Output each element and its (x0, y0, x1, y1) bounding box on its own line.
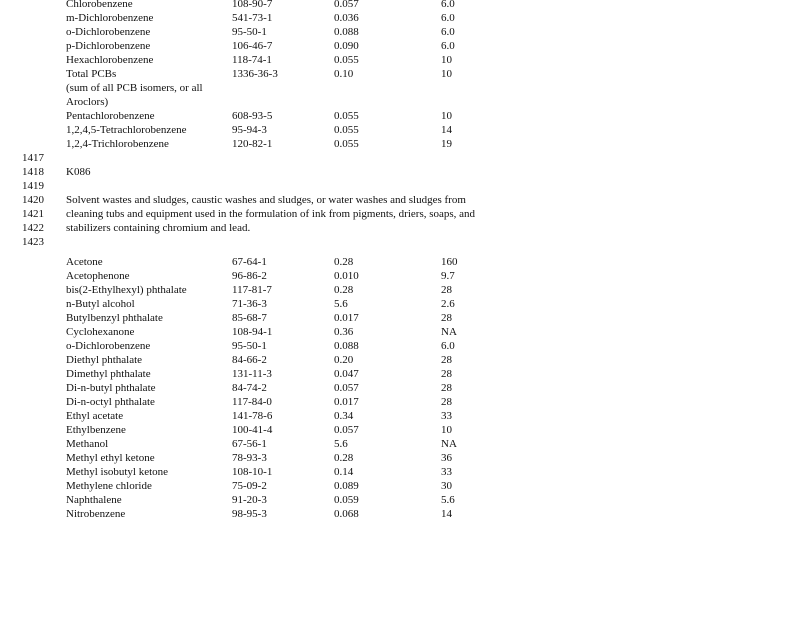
table-row (0, 465, 800, 479)
cas-number: 108-94-1 (232, 326, 273, 338)
nonwastewater-value: 10 (441, 54, 452, 66)
nonwastewater-value: NA (441, 326, 457, 338)
wastewater-value: 0.057 (334, 382, 359, 394)
nonwastewater-value: 14 (441, 508, 452, 520)
cas-number: 75-09-2 (232, 480, 267, 492)
cas-number: 117-81-7 (232, 284, 272, 296)
constituent-name: Pentachlorobenzene (66, 110, 155, 122)
table-row (0, 25, 800, 39)
nonwastewater-value: 28 (441, 354, 452, 366)
nonwastewater-value: 10 (441, 424, 452, 436)
table-row (0, 283, 800, 297)
nonwastewater-value: 28 (441, 396, 452, 408)
table-row (0, 67, 800, 81)
constituent-name: bis(2-Ethylhexyl) phthalate (66, 284, 187, 296)
table-row (0, 339, 800, 353)
constituent-name: Methanol (66, 438, 109, 450)
table-row (0, 507, 800, 521)
wastewater-value: 0.010 (334, 270, 359, 282)
cas-number: 118-74-1 (232, 54, 272, 66)
nonwastewater-value: 28 (441, 284, 452, 296)
table-row (0, 95, 800, 109)
table-row (0, 0, 800, 11)
constituent-name: Acetophenone (66, 270, 130, 282)
wastewater-value: 0.10 (334, 68, 354, 80)
table-row (0, 39, 800, 53)
wastewater-value: 0.068 (334, 508, 359, 520)
cas-number: 120-82-1 (232, 138, 273, 150)
wastewater-value: 0.055 (334, 138, 359, 150)
wastewater-value: 0.34 (334, 410, 354, 422)
cas-number: 84-66-2 (232, 354, 267, 366)
cas-number: 84-74-2 (232, 382, 267, 394)
numbered-line (0, 193, 800, 207)
cas-number: 131-11-3 (232, 368, 272, 380)
wastewater-value: 0.047 (334, 368, 359, 380)
constituent-name: 1,2,4,5-Tetrachlorobenzene (66, 124, 187, 136)
table-row (0, 297, 800, 311)
wastewater-value: 0.20 (334, 354, 354, 366)
cas-number: 100-41-4 (232, 424, 273, 436)
constituent-name: Ethylbenzene (66, 424, 126, 436)
cas-number: 541-73-1 (232, 12, 273, 24)
line-number: 1422 (22, 222, 44, 234)
nonwastewater-value: 19 (441, 138, 452, 150)
wastewater-value: 0.055 (334, 110, 359, 122)
constituent-name: Nitrobenzene (66, 508, 126, 520)
numbered-line (0, 151, 800, 165)
nonwastewater-value: 6.0 (441, 340, 455, 352)
table-row (0, 311, 800, 325)
constituent-name: Acetone (66, 256, 103, 268)
nonwastewater-value: 28 (441, 368, 452, 380)
constituent-name: n-Butyl alcohol (66, 298, 135, 310)
nonwastewater-value: 6.0 (441, 26, 455, 38)
table-row (0, 409, 800, 423)
nonwastewater-value: NA (441, 438, 457, 450)
constituent-name: Diethyl phthalate (66, 354, 143, 366)
table-row (0, 255, 800, 269)
cas-number: 71-36-3 (232, 298, 267, 310)
cas-number: 67-64-1 (232, 256, 267, 268)
constituent-name: 1,2,4-Trichlorobenzene (66, 138, 169, 150)
table-row (0, 367, 800, 381)
cas-number: 67-56-1 (232, 438, 267, 450)
wastewater-value: 0.017 (334, 312, 359, 324)
nonwastewater-value: 5.6 (441, 494, 455, 506)
wastewater-value: 0.088 (334, 340, 359, 352)
line-number: 1420 (22, 194, 44, 206)
nonwastewater-value: 33 (441, 466, 452, 478)
cas-number: 95-94-3 (232, 124, 267, 136)
description-line: cleaning tubs and equipment used in the formulation of ink from pigments, driers, soaps, and (66, 208, 476, 220)
wastewater-value: 0.055 (334, 124, 359, 136)
wastewater-value: 0.088 (334, 26, 359, 38)
constituent-name: Total PCBs (66, 68, 117, 80)
constituent-name: Di-n-butyl phthalate (66, 382, 156, 394)
nonwastewater-value: 30 (441, 480, 452, 492)
nonwastewater-value: 6.0 (441, 40, 455, 52)
line-number: 1421 (22, 208, 44, 220)
constituent-name: m-Dichlorobenzene (66, 12, 154, 24)
wastewater-value: 0.055 (334, 54, 359, 66)
cas-number: 95-50-1 (232, 26, 267, 38)
table-row (0, 395, 800, 409)
table-row (0, 493, 800, 507)
cas-number: 95-50-1 (232, 340, 267, 352)
constituent-name: Butylbenzyl phthalate (66, 312, 163, 324)
numbered-line (0, 235, 800, 249)
line-number: 1423 (22, 236, 44, 248)
line-number: 1418 (22, 166, 44, 178)
table-row (0, 353, 800, 367)
cas-number: 91-20-3 (232, 494, 267, 506)
table-row (0, 137, 800, 151)
nonwastewater-value: 10 (441, 68, 452, 80)
constituent-name: o-Dichlorobenzene (66, 26, 151, 38)
cas-number: 106-46-7 (232, 40, 273, 52)
constituent-name: p-Dichlorobenzene (66, 40, 151, 52)
nonwastewater-value: 36 (441, 452, 452, 464)
wastewater-value: 0.036 (334, 12, 359, 24)
nonwastewater-value: 2.6 (441, 298, 455, 310)
waste-code: K086 (66, 166, 91, 178)
cas-number: 78-93-3 (232, 452, 267, 464)
table-row (0, 53, 800, 67)
numbered-line (0, 179, 800, 193)
table-row (0, 11, 800, 25)
wastewater-value: 0.090 (334, 40, 359, 52)
constituent-name: Dimethyl phthalate (66, 368, 151, 380)
constituent-name: Chlorobenzene (66, 0, 133, 10)
wastewater-value: 5.6 (334, 298, 348, 310)
table-row (0, 269, 800, 283)
cas-number: 85-68-7 (232, 312, 267, 324)
wastewater-value: 5.6 (334, 438, 348, 450)
wastewater-value: 0.059 (334, 494, 359, 506)
description-line: stabilizers containing chromium and lead. (66, 222, 251, 234)
constituent-name: Hexachlorobenzene (66, 54, 154, 66)
constituent-name: Aroclors) (66, 96, 109, 108)
constituent-name: Methyl isobutyl ketone (66, 466, 169, 478)
wastewater-value: 0.28 (334, 284, 354, 296)
constituent-name: Naphthalene (66, 494, 122, 506)
nonwastewater-value: 14 (441, 124, 452, 136)
cas-number: 108-90-7 (232, 0, 273, 10)
nonwastewater-value: 28 (441, 312, 452, 324)
nonwastewater-value: 28 (441, 382, 452, 394)
cas-number: 141-78-6 (232, 410, 273, 422)
constituent-name: Ethyl acetate (66, 410, 124, 422)
table-row (0, 325, 800, 339)
cas-number: 117-84-0 (232, 396, 272, 408)
table-row (0, 123, 800, 137)
constituent-name: Methyl ethyl ketone (66, 452, 155, 464)
cas-number: 96-86-2 (232, 270, 267, 282)
cas-number: 608-93-5 (232, 110, 273, 122)
nonwastewater-value: 160 (441, 256, 458, 268)
wastewater-value: 0.28 (334, 452, 354, 464)
constituent-name: Cyclohexanone (66, 326, 135, 338)
nonwastewater-value: 9.7 (441, 270, 455, 282)
numbered-line (0, 221, 800, 235)
nonwastewater-value: 6.0 (441, 12, 455, 24)
wastewater-value: 0.057 (334, 424, 359, 436)
table-row (0, 109, 800, 123)
constituent-name: (sum of all PCB isomers, or all (66, 82, 203, 94)
cas-number: 1336-36-3 (232, 68, 278, 80)
nonwastewater-value: 33 (441, 410, 452, 422)
constituent-name: Di-n-octyl phthalate (66, 396, 155, 408)
cas-number: 108-10-1 (232, 466, 273, 478)
constituent-name: Methylene chloride (66, 480, 152, 492)
numbered-line (0, 165, 800, 179)
wastewater-value: 0.36 (334, 326, 354, 338)
nonwastewater-value: 6.0 (441, 0, 455, 10)
table-row (0, 451, 800, 465)
wastewater-value: 0.057 (334, 0, 359, 10)
line-number: 1419 (22, 180, 44, 192)
wastewater-value: 0.089 (334, 480, 359, 492)
table-row (0, 423, 800, 437)
wastewater-value: 0.017 (334, 396, 359, 408)
constituent-name: o-Dichlorobenzene (66, 340, 151, 352)
table-row (0, 381, 800, 395)
line-number: 1417 (22, 152, 44, 164)
wastewater-value: 0.14 (334, 466, 354, 478)
wastewater-value: 0.28 (334, 256, 354, 268)
table-row (0, 81, 800, 95)
cas-number: 98-95-3 (232, 508, 267, 520)
table-row (0, 437, 800, 451)
nonwastewater-value: 10 (441, 110, 452, 122)
description-line: Solvent wastes and sludges, caustic washes and sludges, or water washes and sludges from (66, 194, 466, 206)
table-row (0, 479, 800, 493)
numbered-line (0, 207, 800, 221)
